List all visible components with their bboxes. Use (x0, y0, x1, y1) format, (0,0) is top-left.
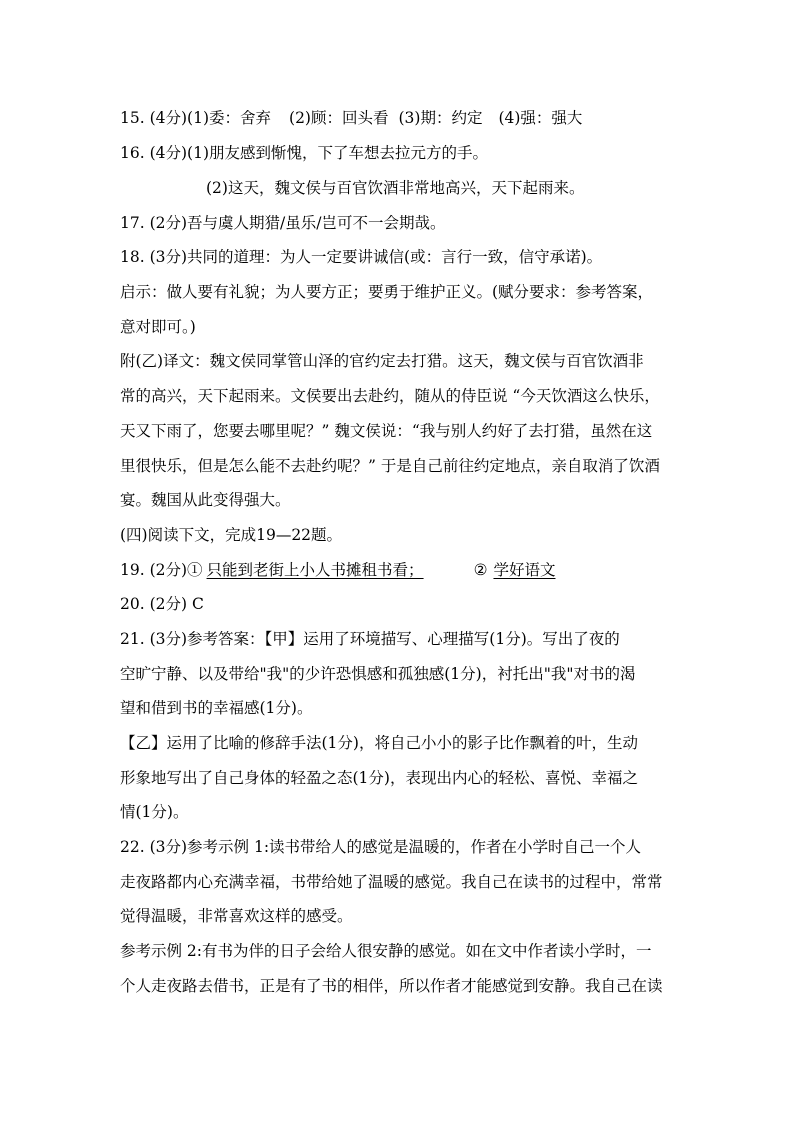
q19-answer-2: 学好语文 (493, 561, 556, 579)
q21-line-3: 望和借到书的幸福感(1分)。 (120, 699, 313, 717)
q15-answer-3: (3)期：约定 (398, 109, 483, 127)
q18-line-1: 18. (3分)共同的道理：为人一定要讲诚信(或：言行一致，信守承诺)。 (120, 248, 603, 266)
appendix-line-2: 常的高兴，天下起雨来。文侯要出去赴约，随从的侍臣说 “今天饮酒这么快乐， (120, 387, 660, 405)
q15-answer-1: (1)委：舍弃 (187, 109, 272, 127)
q22-line-1: 22. (3分)参考示例 1:读书带给人的感觉是温暖的，作者在小学时自己一个人 (120, 838, 642, 856)
q19-prefix: 19. (2分)① (120, 561, 203, 579)
q22-line-2: 走夜路都内心充满幸福，书带给她了温暖的感觉。我自己在读书的过程中，常常 (120, 873, 663, 891)
q21-line-5: 形象地写出了自己身体的轻盈之态(1分)，表现出内心的轻松、喜悦、幸福之 (120, 769, 638, 787)
q15-prefix: 15. (4分) (120, 109, 188, 127)
q15-answer-2: (2)顾：回头看 (289, 109, 389, 127)
q16-line-2: (2)这天，魏文侯与百官饮酒非常地高兴，天下起雨来。 (206, 179, 585, 197)
appendix-line-5: 宴。魏国从此变得强大。 (120, 491, 291, 509)
section4-heading: (四)阅读下文，完成19—22题。 (120, 526, 343, 544)
q21-line-2: 空旷宁静、以及带给"我"的少许恐惧感和孤独感(1分)，衬托出"我"对书的渴 (120, 665, 636, 683)
q19-answer-1: 只能到老街上小人书摊租书看； (206, 561, 424, 579)
appendix-line-3: 天又下雨了，您要去哪里呢？” 魏文侯说：“我与别人约好了去打猎，虽然在这 (120, 422, 653, 440)
q16-line-1: 16. (4分)(1)朋友感到惭愧，下了车想去拉元方的手。 (120, 144, 488, 162)
q15-answer-4: (4)强：强大 (498, 109, 583, 127)
appendix-line-4: 里很快乐，但是怎么能不去赴约呢？” 于是自己前往约定地点，亲自取消了饮酒 (120, 457, 660, 475)
q15-line (120, 108, 582, 128)
q18-line-3: 意对即可。) (120, 318, 196, 336)
q22-line-5: 个人走夜路去借书，正是有了书的相伴，所以作者才能感觉到安静。我自己在读 (120, 977, 663, 995)
q22-line-4: 参考示例 2:有书为伴的日子会给人很安静的感觉。如在文中作者读小学时，一 (120, 942, 652, 960)
q22-line-3: 觉得温暖，非常喜欢这样的感受。 (120, 907, 353, 925)
q18-line-2: 启示：做人要有礼貌；为人要方正；要勇于维护正义。(赋分要求：参考答案， (120, 283, 654, 301)
q21-line-6: 情(1分)。 (120, 803, 189, 821)
q19-mark-2: ② (473, 561, 488, 579)
appendix-line-1: 附(乙)译文：魏文侯同掌管山泽的官约定去打猎。这天，魏文侯与百官饮酒非 (120, 352, 644, 370)
q19-line (120, 560, 555, 580)
q21-line-4: 【乙】运用了比喻的修辞手法(1分)，将自己小小的影子比作飘着的叶，生动 (120, 734, 638, 752)
q21-line-1: 21. (3分)参考答案：【甲】运用了环境描写、心理描写(1分)。写出了夜的 (120, 630, 620, 648)
q17-line: 17. (2分)吾与虞人期猎/虽乐/岂可不一会期哉。 (120, 214, 446, 232)
q20-line: 20. (2分) C (120, 595, 204, 613)
